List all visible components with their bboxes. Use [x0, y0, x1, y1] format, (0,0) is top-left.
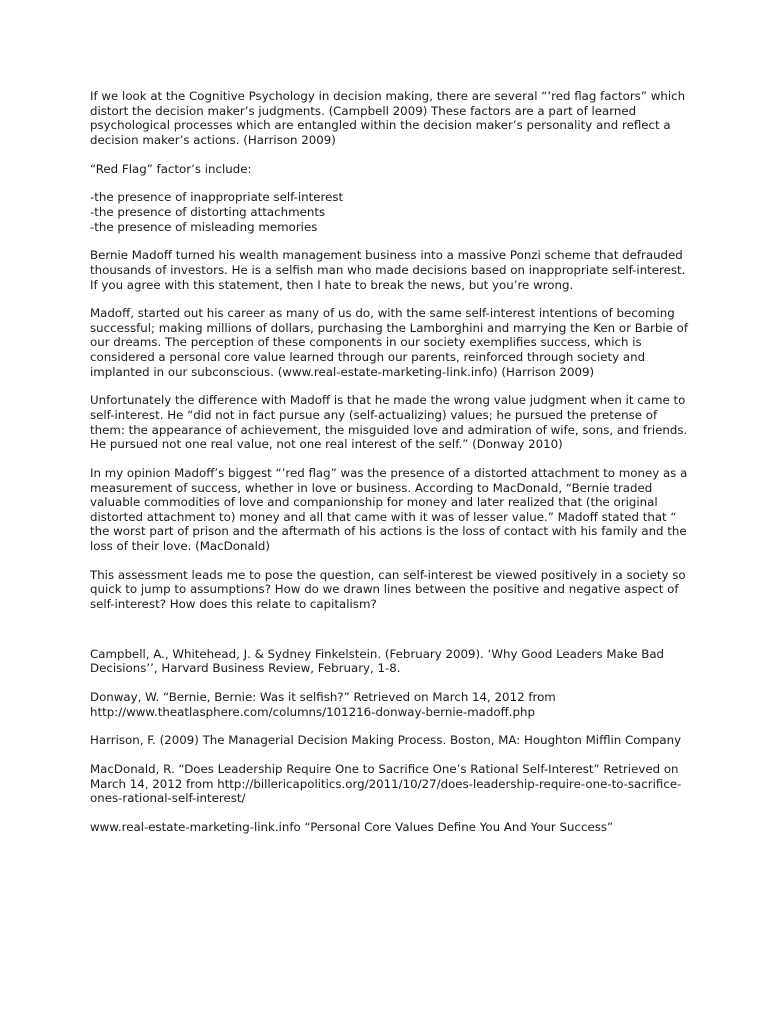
reference-harrison: Harrison, F. (2009) The Managerial Decision Making Process. Boston, MA: Houghton Mifflin Company: [90, 733, 682, 748]
document-page: [90, 89, 690, 849]
reference-donway: Donway, W. “Bernie, Bernie: Was it selfish?” Retrieved on March 14, 2012 from http://www.theatlasphere.com/columns/101216-donway-bernie-madoff.php: [90, 690, 556, 719]
madoff-rebuttal-line: If you agree with this statement, then I hate to break the news, but you’re wrong.: [90, 277, 574, 292]
madoff-intro-paragraph: Bernie Madoff turned his wealth management business into a massive Ponzi scheme that defrauded thousands of investors. He is a selfish man who made decisions based on inappropriate self-interest.: [90, 248, 686, 277]
intro-paragraph: If we look at the Cognitive Psychology in decision making, there are several “’red flag factors” which distort the decision maker’s judgments. (Campbell 2009) These factors are a part of learned psychological processes which are entangled within the decision maker’s personality and reflect a decision maker’s actions. (Harrison 2009): [90, 89, 686, 147]
madoff-intro-block: [90, 248, 690, 292]
reference-real-estate: www.real-estate-marketing-link.info “Personal Core Values Define You And Your Success”: [90, 820, 614, 835]
list-item: -the presence of misleading memories: [90, 219, 318, 234]
difference-paragraph: Unfortunately the difference with Madoff is that he made the wrong value judgment when it came to self-interest. He “did not in fact pursue any (self-actualizing) values; he pursued the pretense of them: the appearance of achievement, the misguided love and admiration of wife, sons, and friends. He pursued not one real value, not one real interest of the self.” (Donway 2010): [90, 393, 688, 452]
opinion-paragraph: In my opinion Madoff’s biggest “’red flag” was the presence of a distorted attachment to money as a measurement of success, whether in love or business. According to MacDonald, “Bernie traded valuable commodities of love and companionship for money and later realized that (the original distorted attachment to) money and all that came with it was of lesser value.” Madoff stated that “ the worst part of prison and the aftermath of his actions is the loss of contact with his family and the loss of their love. (MacDonald): [90, 466, 688, 553]
list-item: -the presence of distorting attachments: [90, 204, 326, 219]
red-flag-heading: “Red Flag” factor’s include:: [90, 161, 252, 176]
question-paragraph: This assessment leads me to pose the question, can self-interest be viewed positively in a society so quick to jump to assumptions? How do we drawn lines between the positive and negative aspect of self-interest? How does this relate to capitalism?: [90, 567, 686, 611]
career-paragraph: Madoff, started out his career as many of us do, with the same self-interest intentions of becoming successful; making millions of dollars, purchasing the Lamborghini and marrying the Ken or Barbie of our dreams. The perception of these components in our society exemplifies success, which is considered a personal core value learned through our parents, reinforced through society and implanted in our subconscious. (www.real-estate-marketing-link.info) (Harrison 2009): [90, 306, 689, 379]
red-flag-factor-list: [90, 190, 690, 234]
list-item: -the presence of inappropriate self-interest: [90, 190, 344, 205]
reference-campbell: Campbell, A., Whitehead, J. & Sydney Finkelstein. (February 2009). ‘Why Good Leaders Make Bad Decisions’’, Harvard Business Review, February, 1-8.: [90, 646, 665, 676]
reference-macdonald: MacDonald, R. “Does Leadership Require One to Sacrifice One’s Rational Self-Interest” Retrieved on March 14, 2012 from http://billericapolitics.org/2011/10/27/does-leadership-require-one-to-sacrifice-ones-rational-self-interest/: [90, 762, 682, 806]
spacer: [90, 626, 690, 647]
